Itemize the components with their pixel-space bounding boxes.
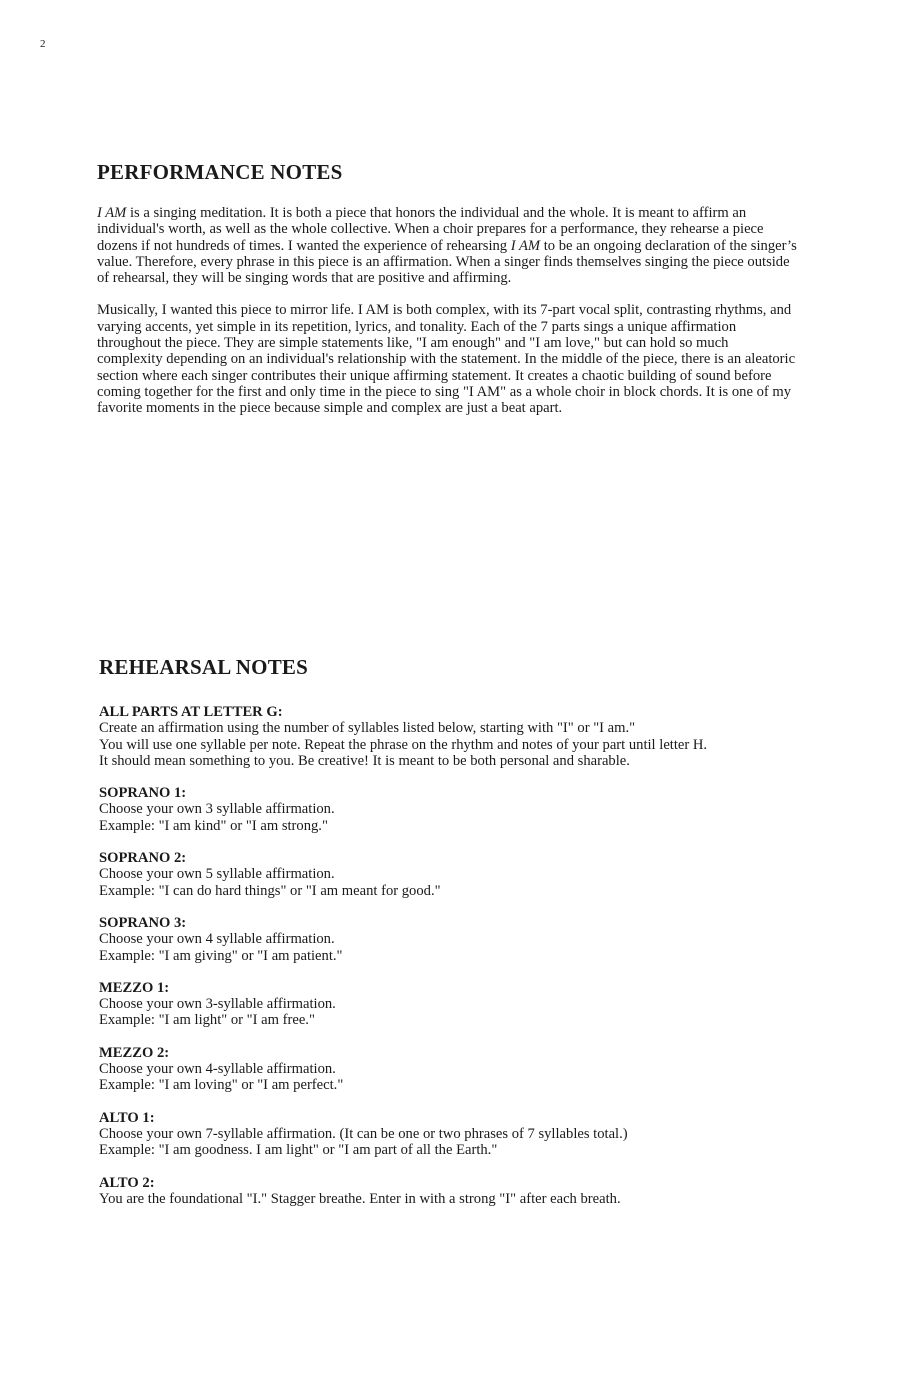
piece-title-italic: I AM	[97, 205, 127, 221]
part-instruction: Choose your own 7-syllable affirmation. (It can be one or two phrases of 7 syllables total.)	[99, 1125, 628, 1142]
instruction-line: You will use one syllable per note. Repeat the phrase on the rhythm and notes of your part until letter H.	[99, 736, 708, 753]
part-mezzo-2	[99, 1045, 799, 1094]
part-heading: MEZZO 1:	[99, 979, 170, 996]
part-instruction: You are the foundational "I." Stagger breathe. Enter in with a strong "I" after each breath.	[99, 1190, 621, 1207]
instruction-line: Create an affirmation using the number of syllables listed below, starting with "I" or "I am."	[99, 720, 636, 737]
part-example: Example: "I am loving" or "I am perfect."	[99, 1077, 344, 1094]
part-soprano-1	[99, 785, 799, 834]
part-instruction: Choose your own 4-syllable affirmation.	[99, 1061, 336, 1078]
part-heading: SOPRANO 1:	[99, 785, 187, 802]
rehearsal-notes-section	[99, 655, 799, 1207]
piece-title-italic: I AM	[510, 237, 541, 254]
page-number: 2	[40, 38, 46, 50]
part-soprano-2	[99, 850, 799, 899]
performance-notes-title: PERFORMANCE NOTES	[97, 160, 343, 184]
part-heading: MEZZO 2:	[99, 1044, 170, 1061]
part-alto-2	[99, 1175, 799, 1208]
performance-paragraph-2: Musically, I wanted this piece to mirror life. I AM is both complex, with its 7-part vocal split, contrasting rhythms, and varying accents, yet simple in its repetition, lyrics, and tonality. Each of the 7 parts sings a unique affirmation throughout the piece. They are simple statements like, "I am enough" and "I am love," but can hold so much complexity depending on an individual's relationship with the statement. In the middle of the piece, there is an aleatoric section where each singer contributes their unique affirming statement. It creates a chaotic building of sound before coming together for the first and only time in the piece to sing "I AM" as a whole choir in block chords. It is one of my favorite moments in the piece because simple and complex are just a beat apart.	[97, 302, 796, 417]
part-example: Example: "I am kind" or "I am strong."	[99, 817, 328, 834]
performance-paragraph-1-text-a: is a singing meditation. It is both a piece that honors the individual and the whole. It is meant to affirm an individual's worth, as well as the whole collective. When a choir prepares for a performance, they rehearse a piece dozens if not hundreds of times. I wanted the experience of rehearsing	[97, 205, 764, 254]
part-instruction: Choose your own 3 syllable affirmation.	[99, 801, 335, 818]
part-example: Example: "I am goodness. I am light" or "I am part of all the Earth."	[99, 1142, 498, 1159]
part-example: Example: "I can do hard things" or "I am meant for good."	[99, 882, 441, 899]
part-heading: SOPRANO 2:	[99, 850, 187, 867]
part-heading: SOPRANO 3:	[99, 914, 187, 931]
part-instruction: Choose your own 4 syllable affirmation.	[99, 931, 335, 948]
part-example: Example: "I am light" or "I am free."	[99, 1012, 315, 1029]
part-mezzo-1	[99, 980, 799, 1029]
part-heading: ALTO 2:	[99, 1174, 155, 1191]
instruction-line: It should mean something to you. Be creative! It is meant to be both personal and sharable.	[99, 752, 630, 769]
performance-paragraph-1	[97, 205, 797, 286]
part-heading: ALTO 1:	[99, 1109, 155, 1126]
performance-notes-section	[97, 160, 797, 417]
all-parts-heading: ALL PARTS AT LETTER G:	[99, 704, 283, 720]
part-alto-1	[99, 1110, 799, 1159]
part-soprano-3	[99, 915, 799, 964]
all-parts-block	[99, 704, 799, 769]
part-instruction: Choose your own 3-syllable affirmation.	[99, 996, 336, 1013]
part-instruction: Choose your own 5 syllable affirmation.	[99, 866, 335, 883]
part-example: Example: "I am giving" or "I am patient."	[99, 947, 343, 964]
rehearsal-notes-title: REHEARSAL NOTES	[99, 655, 308, 679]
performance-paragraph-1-text-b: to be an ongoing declaration of the singer’s value. Therefore, every phrase in this piece is an affirmation. When a singer finds themselves singing the piece outside of rehearsal, they will be singing words that are positive and affirming.	[97, 237, 797, 287]
